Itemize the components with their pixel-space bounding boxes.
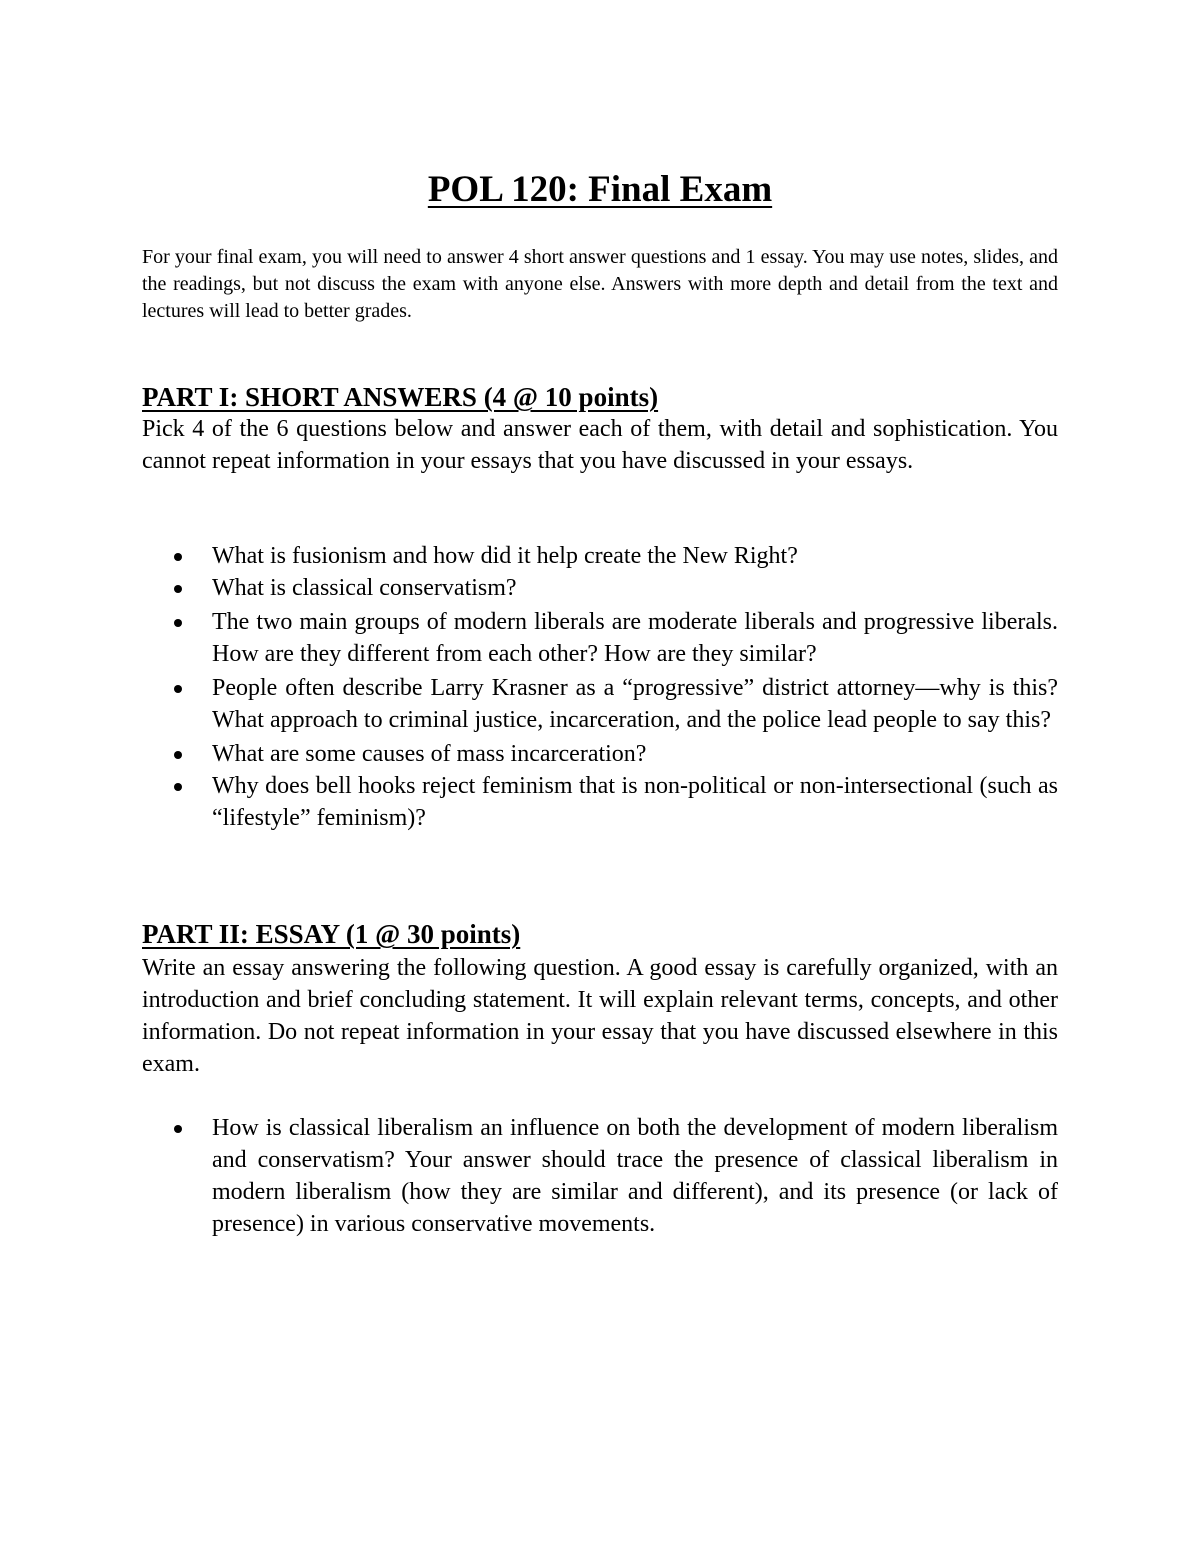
question-text: What is classical conservatism? [212, 575, 517, 601]
bullet-icon [174, 619, 182, 627]
part1-instructions: Pick 4 of the 6 questions below and answer each of them, with detail and sophistication. You cannot repeat information in your essays that you have discussed in your essays. [142, 416, 1058, 474]
question-text: The two main groups of modern liberals are moderate liberals and progressive liberals. How are they different from each other? How are they similar? [212, 609, 1058, 667]
question-text: How is classical liberalism an influence on both the development of modern liberalism and conservatism? Your answer should trace the presence of classical liberalism in modern liberalism (how they are similar and different), and its presence (or lack of presence) in various conservative movements. [212, 1115, 1058, 1237]
part2-question-1 [142, 1112, 1058, 1240]
bullet-icon [174, 783, 182, 791]
question-text: What are some causes of mass incarceration? [212, 741, 647, 767]
bullet-icon [174, 751, 182, 759]
question-text: People often describe Larry Krasner as a “progressive” district attorney—why is this? What approach to criminal justice, incarceration, and the police lead people to say this? [212, 675, 1058, 733]
part1-question-1 [142, 540, 1058, 572]
bullet-icon [174, 685, 182, 693]
part1-question-list [142, 540, 1058, 834]
part2-question-list [142, 1112, 1058, 1240]
part1-question-4 [142, 672, 1058, 736]
bullet-icon [174, 585, 182, 593]
question-text: Why does bell hooks reject feminism that is non-political or non-intersectional (such as “lifestyle” feminism)? [212, 773, 1058, 831]
part2-heading: PART II: ESSAY (1 @ 30 points) [142, 919, 521, 949]
question-text: What is fusionism and how did it help create the New Right? [212, 543, 798, 569]
part1-question-2 [142, 572, 1058, 604]
part1-heading: PART I: SHORT ANSWERS (4 @ 10 points) [142, 382, 659, 412]
bullet-icon [174, 1125, 182, 1133]
part1-question-6 [142, 770, 1058, 834]
part2-instructions: Write an essay answering the following question. A good essay is carefully organized, with an introduction and brief concluding statement. It will explain relevant terms, concepts, and other information. Do not repeat information in your essay that you have discussed elsewhere in this exam. [142, 955, 1058, 1077]
part1-question-5 [142, 738, 1058, 770]
exam-title: POL 120: Final Exam [427, 169, 773, 210]
exam-intro: For your final exam, you will need to answer 4 short answer questions and 1 essay. You may use notes, slides, and the readings, but not discuss the exam with anyone else. Answers with more depth and detail from the text and lectures will lead to better grades. [142, 246, 1058, 322]
part1-question-3 [142, 606, 1058, 670]
bullet-icon [174, 553, 182, 561]
